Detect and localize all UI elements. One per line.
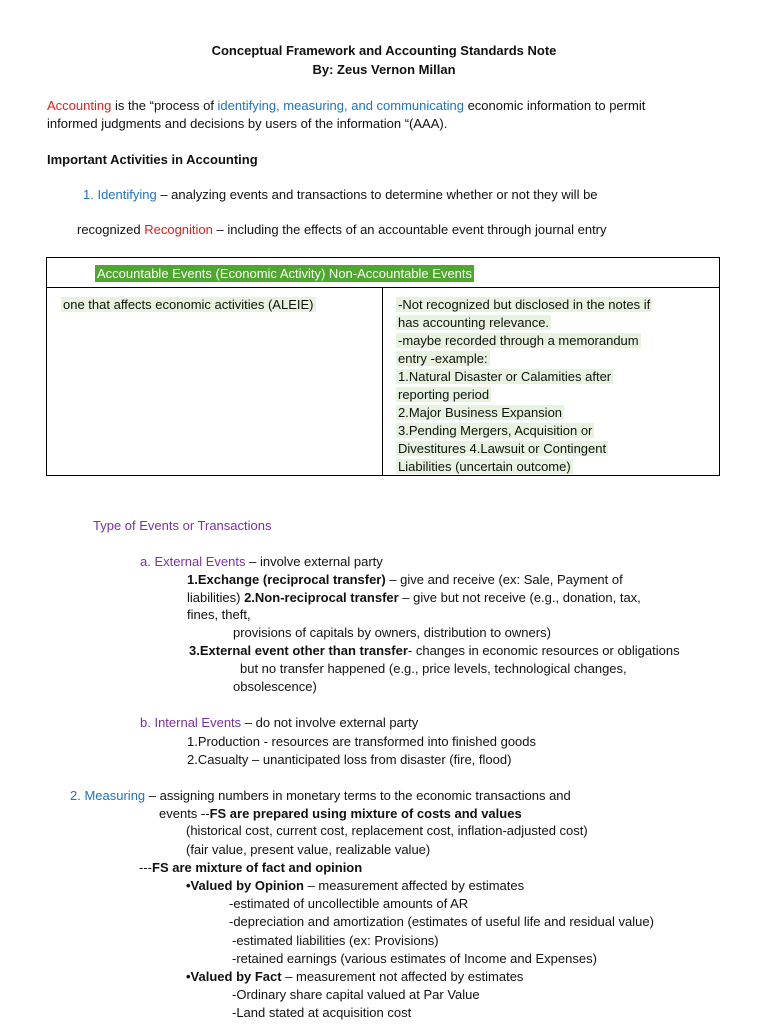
definition-line-2: informed judgments and decisions by users of the information “(AAA). <box>47 116 448 131</box>
document-author: By: Zeus Vernon Millan <box>312 62 456 77</box>
table-left-cell: one that affects economic activities (ALEIE) <box>63 297 314 312</box>
identifying-label: 1. Identifying <box>83 187 157 202</box>
types-heading: Type of Events or Transactions <box>93 518 272 533</box>
table-header-divider <box>46 287 720 288</box>
measuring-line-4: (fair value, present value, realizable value) <box>186 842 431 857</box>
definition-line-1: Accounting is the “process of identifying, measuring, and communicating economic information to permit <box>47 98 646 113</box>
table-header: Accountable Events (Economic Activity) Non-Accountable Events <box>97 266 473 281</box>
exchange-line: 1.Exchange (reciprocal transfer) – give and receive (ex: Sale, Payment of <box>187 572 623 587</box>
recognition-label: Recognition <box>144 222 213 237</box>
external-line-6: but no transfer happened (e.g., price levels, technological changes, <box>240 661 627 676</box>
opinion-item-2: -depreciation and amortization (estimates of useful life and residual value) <box>229 914 654 929</box>
measuring-label: 2. Measuring <box>70 788 146 803</box>
measuring-line-3: (historical cost, current cost, replacement cost, inflation-adjusted cost) <box>186 823 588 838</box>
external-events-line: a. External Events – involve external party <box>140 554 383 569</box>
measuring-line-2: events --FS are prepared using mixture of costs and values <box>159 806 522 821</box>
opinion-item-1: -estimated of uncollectible amounts of AR <box>229 896 469 911</box>
opinion-item-4: -retained earnings (various estimates of Income and Expenses) <box>232 951 597 966</box>
external-line-7: obsolescence) <box>233 679 317 694</box>
opinion-item-3: -estimated liabilities (ex: Provisions) <box>232 933 439 948</box>
opinion-line: •Valued by Opinion – measurement affected by estimates <box>186 878 525 893</box>
table-column-divider <box>382 288 383 476</box>
document-title: Conceptual Framework and Accounting Standards Note <box>211 43 557 58</box>
external-line-4: provisions of capitals by owners, distribution to owners) <box>233 625 551 640</box>
fact-item-1: -Ordinary share capital valued at Par Value <box>232 987 480 1002</box>
identifying-line: 1. Identifying – analyzing events and transactions to determine whether or not they will be <box>83 187 598 202</box>
definition-highlight: identifying, measuring, and communicating <box>217 98 464 113</box>
internal-events-label: b. Internal Events <box>140 715 242 730</box>
nonreciprocal-line: liabilities) 2.Non-reciprocal transfer – give but not receive (e.g., donation, tax, <box>187 590 641 605</box>
definition-term: Accounting <box>47 98 112 113</box>
other-event-line: 3.External event other than transfer- changes in economic resources or obligations <box>189 643 680 658</box>
table-right-cell: -Not recognized but disclosed in the notes if has accounting relevance. -maybe recorded through a memorandum entry -example: 1.Natural Disaster or Calamities after reporting period 2.Major Business Expansion 3.Pending Mergers, Acquisition or Divestitures 4.Lawsuit or Contingent Liabilities (uncertain outcome) <box>398 297 651 474</box>
internal-item-2: 2.Casualty – unanticipated loss from disaster (fire, flood) <box>187 752 512 767</box>
section-heading: Important Activities in Accounting <box>47 152 258 167</box>
external-line-3: fines, theft, <box>187 607 251 622</box>
measuring-line-5: ---FS are mixture of fact and opinion <box>139 860 363 875</box>
external-events-label: a. External Events <box>140 554 246 569</box>
fact-line: •Valued by Fact – measurement not affected by estimates <box>186 969 524 984</box>
internal-events-line: b. Internal Events – do not involve external party <box>140 715 419 730</box>
recognition-line: recognized Recognition – including the effects of an accountable event through journal entry <box>77 222 607 237</box>
fact-item-2: -Land stated at acquisition cost <box>232 1005 412 1020</box>
internal-item-1: 1.Production - resources are transformed into finished goods <box>187 734 537 749</box>
measuring-line: 2. Measuring – assigning numbers in monetary terms to the economic transactions and <box>70 788 571 803</box>
